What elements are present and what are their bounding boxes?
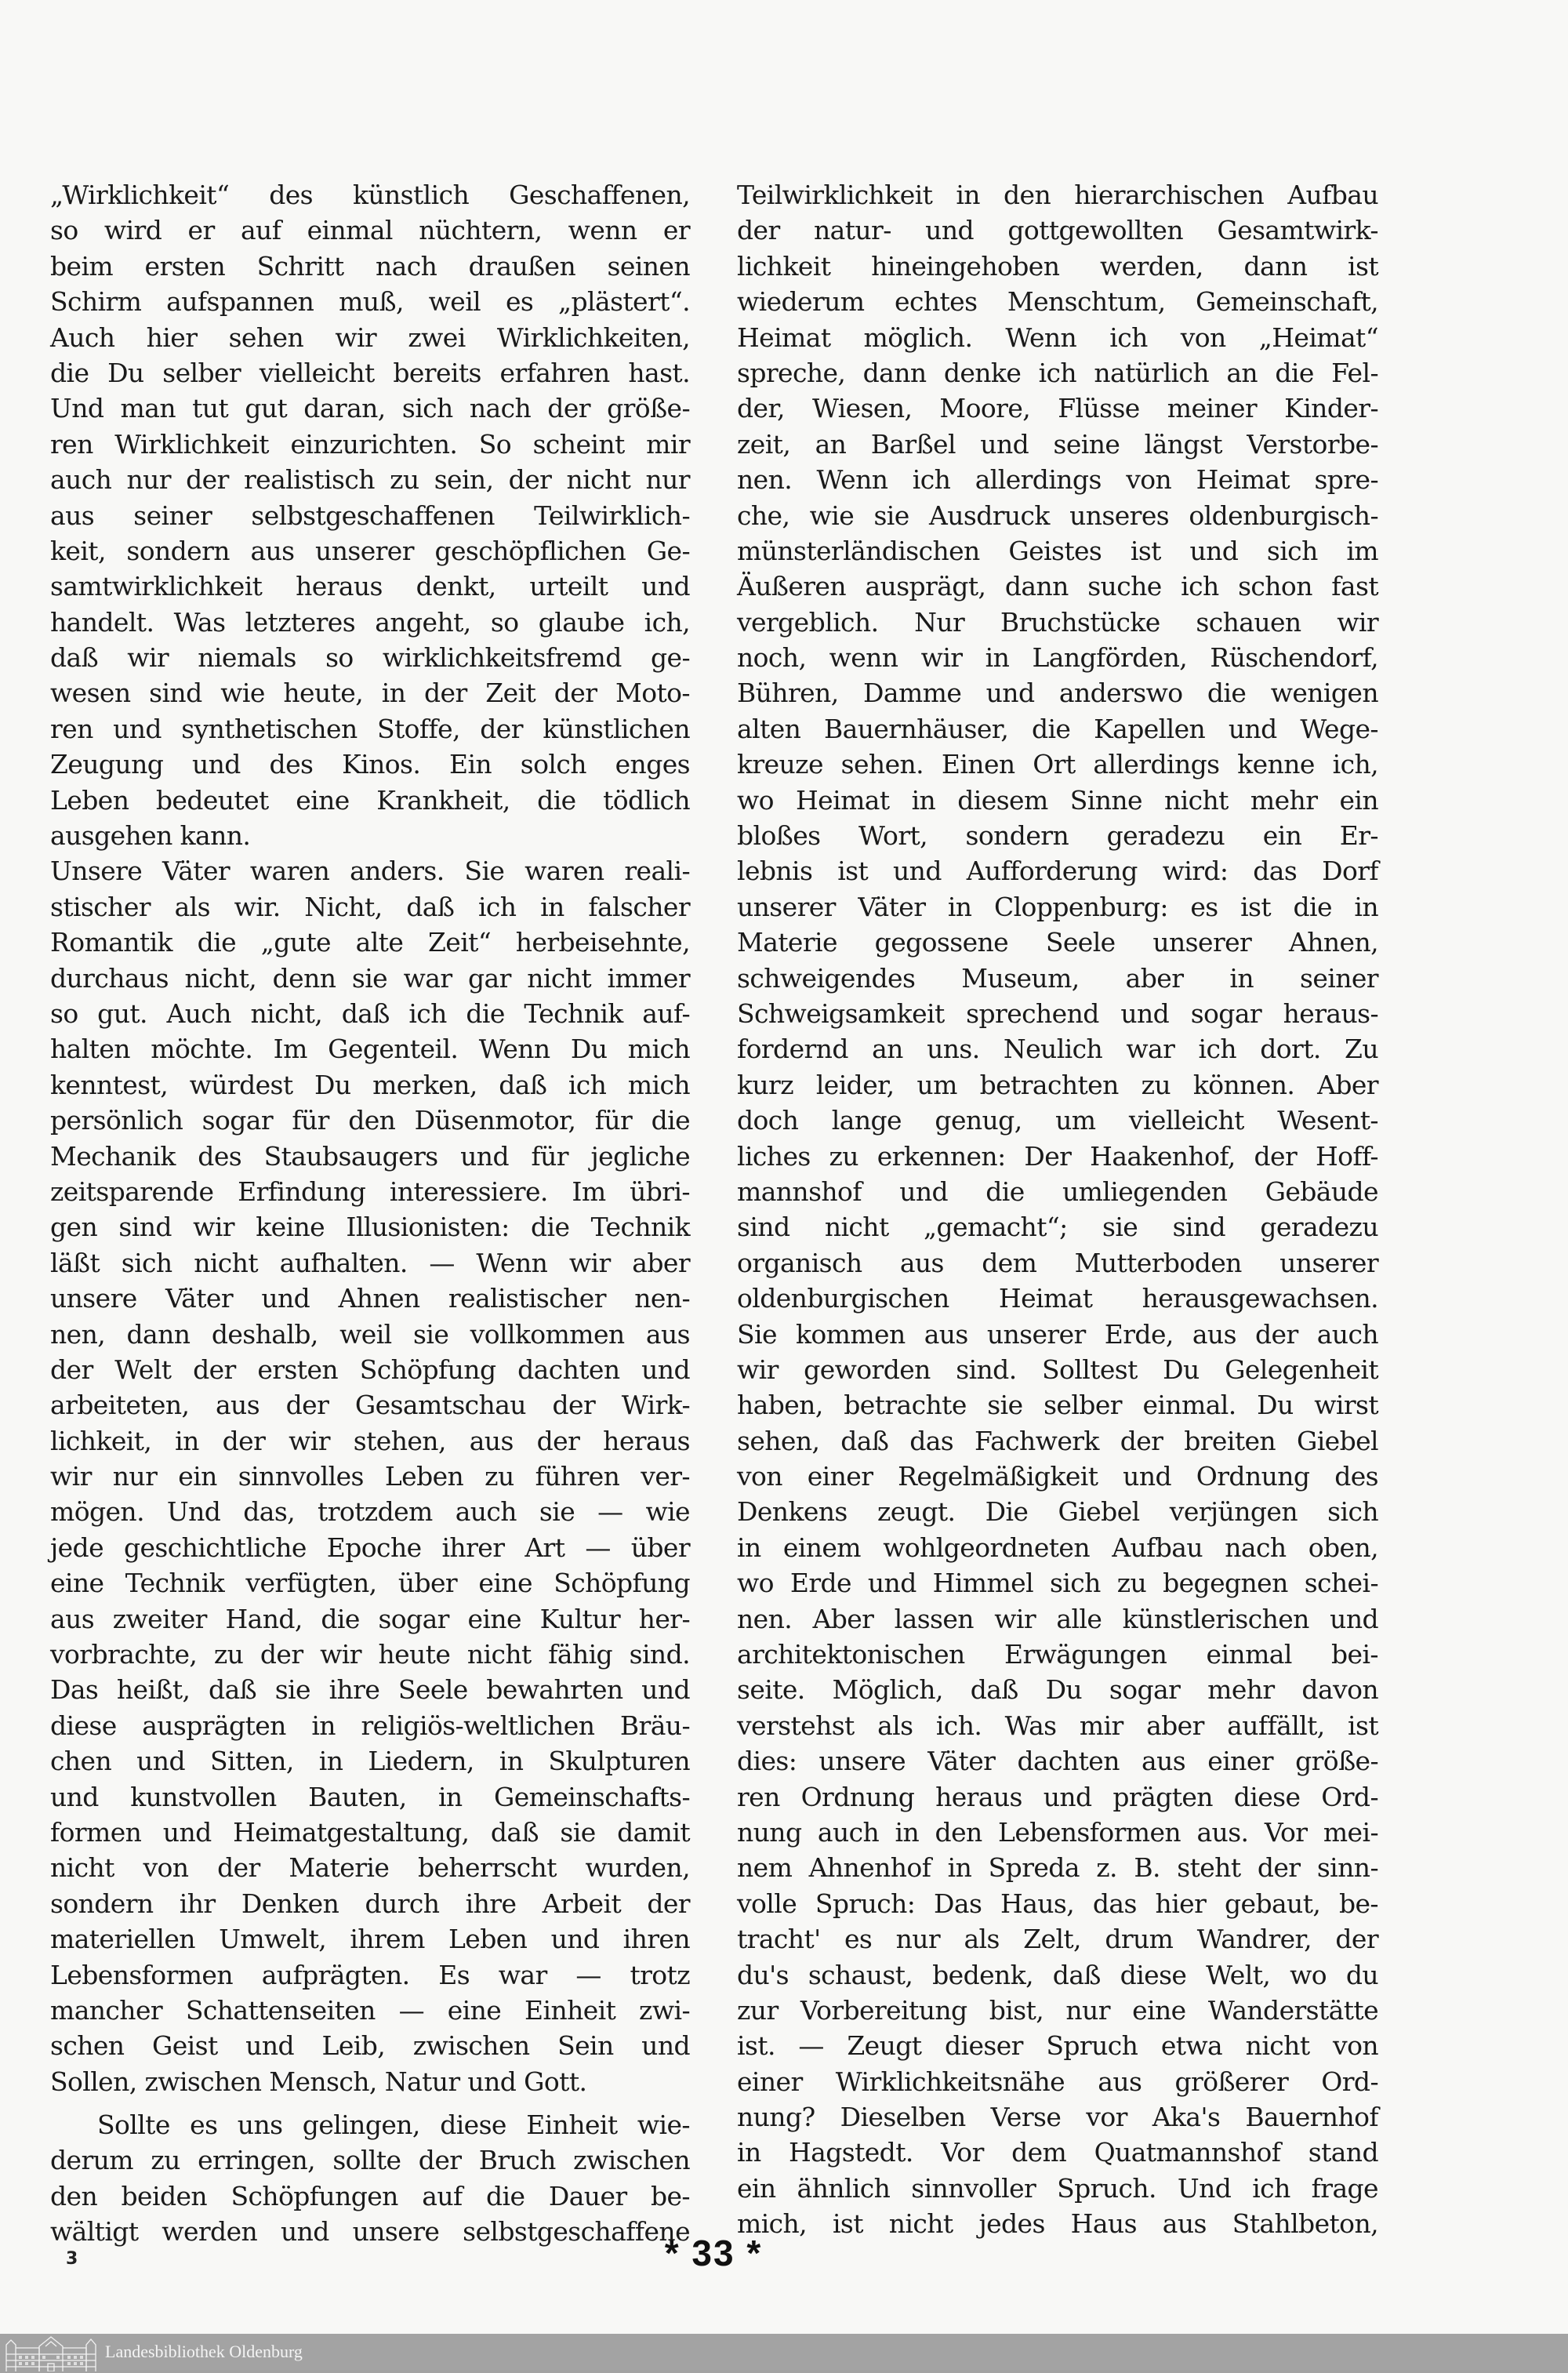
text-line: derum zu erringen, sollte der Bruch zwischen <box>50 2145 690 2176</box>
text-line: wesen sind wie heute, in der Zeit der Moto- <box>50 678 690 709</box>
text-line: in einem wohlgeordneten Aufbau nach oben, <box>737 1532 1378 1563</box>
text-line: doch lange genug, um vielleicht Wesent- <box>737 1105 1378 1136</box>
text-line: zeitsparende Erfindung interessiere. Im übri- <box>50 1176 690 1207</box>
text-line: den beiden Schöpfungen auf die Dauer be- <box>50 2180 690 2211</box>
text-line: der Welt der ersten Schöpfung dachten und <box>50 1354 690 1385</box>
text-line: kreuze sehen. Einen Ort allerdings kenne ich, <box>737 749 1378 780</box>
text-line: lichkeit, in der wir stehen, aus der heraus <box>50 1425 690 1456</box>
text-line: kurz leider, um betrachten zu können. Aber <box>737 1069 1378 1100</box>
text-line: von einer Regelmäßigkeit und Ordnung des <box>737 1461 1378 1492</box>
text-line: ausgehen kann. <box>50 820 251 852</box>
text-line: einer Wirklichkeitsnähe aus größerer Ord- <box>737 2066 1378 2097</box>
text-line: wo Erde und Himmel sich zu begegnen schei- <box>737 1568 1378 1599</box>
text-line: ren und synthetischen Stoffe, der künstlichen <box>50 713 690 744</box>
text-line: unsere Väter und Ahnen realistischer nen- <box>50 1283 690 1314</box>
text-line: schen Geist und Leib, zwischen Sein und <box>50 2030 690 2062</box>
text-column-right <box>737 177 1378 2242</box>
text-line: wir geworden sind. Solltest Du Gelegenheit <box>737 1354 1378 1385</box>
text-column-left <box>50 177 690 2250</box>
text-line: nung? Dieselben Verse vor Aka's Bauernhof <box>737 2102 1378 2133</box>
text-line: spreche, dann denke ich natürlich an die Fel- <box>737 357 1378 388</box>
text-line: handelt. Was letzteres angeht, so glaube ich, <box>50 606 690 638</box>
text-line: vergeblich. Nur Bruchstücke schauen wir <box>737 606 1378 638</box>
text-line: so wird er auf einmal nüchtern, wenn er <box>50 215 690 246</box>
library-building-icon <box>5 2335 97 2371</box>
text-line: Bühren, Damme und anderswo die wenigen <box>737 678 1378 709</box>
text-line: tracht' es nur als Zelt, drum Wandrer, der <box>737 1924 1378 1955</box>
text-line: läßt sich nicht aufhalten. — Wenn wir aber <box>50 1247 690 1278</box>
text-line: materiellen Umwelt, ihrem Leben und ihren <box>50 1924 690 1955</box>
text-line: daß wir niemals so wirklichkeitsfremd ge- <box>50 642 690 674</box>
text-line: wo Heimat in diesem Sinne nicht mehr ein <box>737 784 1378 816</box>
text-line: Teilwirklichkeit in den hierarchischen Aufbau <box>737 180 1378 210</box>
text-line: Und man tut gut daran, sich nach der größe- <box>50 393 690 424</box>
text-line: Sollte es uns gelingen, diese Einheit wie- <box>97 2110 690 2141</box>
text-line: ein ähnlich sinnvoller Spruch. Und ich frage <box>737 2172 1378 2204</box>
text-line: verstehst als ich. Was mir aber auffällt, ist <box>737 1710 1378 1741</box>
text-line: nen. Aber lassen wir alle künstlerischen und <box>737 1603 1378 1634</box>
text-line: Das heißt, daß sie ihre Seele bewahrten und <box>50 1674 690 1706</box>
text-line: schweigendes Museum, aber in seiner <box>737 962 1378 994</box>
text-line: Äußeren ausprägt, dann suche ich schon fast <box>737 571 1378 602</box>
text-line: Zeugung und des Kinos. Ein solch enges <box>50 749 690 780</box>
text-line: so gut. Auch nicht, daß ich die Technik auf- <box>50 998 690 1029</box>
text-line: durchaus nicht, denn sie war gar nicht immer <box>50 962 690 994</box>
text-line: mancher Schattenseiten — eine Einheit zwi- <box>50 1994 690 2026</box>
text-line: keit, sondern aus unserer geschöpflichen Ge- <box>50 535 690 566</box>
text-line: sondern ihr Denken durch ihre Arbeit der <box>50 1888 690 1919</box>
text-line: zur Vorbereitung bist, nur eine Wanderstätte <box>737 1994 1378 2026</box>
text-line: alten Bauernhäuser, die Kapellen und Wege- <box>737 713 1378 744</box>
library-name: Landesbibliothek Oldenburg <box>105 2342 303 2361</box>
text-line: halten möchte. Im Gegenteil. Wenn Du mich <box>50 1034 690 1065</box>
text-line: Materie gegossene Seele unserer Ahnen, <box>737 927 1378 958</box>
text-line: nen. Wenn ich allerdings von Heimat spre- <box>737 464 1378 496</box>
text-line: samtwirklichkeit heraus denkt, urteilt und <box>50 571 690 602</box>
text-line: diese ausprägten in religiös-weltlichen Bräu- <box>50 1710 690 1741</box>
text-line: organisch aus dem Mutterboden unserer <box>737 1247 1378 1278</box>
text-line: Romantik die „gute alte Zeit“ herbeisehnte, <box>50 927 690 958</box>
text-line: Denkens zeugt. Die Giebel verjüngen sich <box>737 1496 1378 1528</box>
text-line: haben, betrachte sie selber einmal. Du wirst <box>737 1390 1378 1421</box>
text-line: architektonischen Erwägungen einmal bei- <box>737 1639 1378 1670</box>
text-line: münsterländischen Geistes ist und sich im <box>737 535 1378 566</box>
text-line: mögen. Und das, trotzdem auch sie — wie <box>50 1496 690 1528</box>
text-line: mich, ist nicht jedes Haus aus Stahlbeton, <box>737 2208 1378 2240</box>
text-line: bloßes Wort, sondern geradezu ein Er- <box>737 820 1378 852</box>
text-line: Sie kommen aus unserer Erde, aus der auch <box>737 1318 1378 1350</box>
text-line: zeit, an Barßel und seine längst Verstorbe- <box>737 428 1378 460</box>
text-line: wiederum echtes Menschtum, Gemeinschaft, <box>737 286 1378 318</box>
text-line: nicht von der Materie beherrscht wurden, <box>50 1852 690 1884</box>
text-line: ist. — Zeugt dieser Spruch etwa nicht von <box>737 2030 1378 2062</box>
text-line: dies: unsere Väter dachten aus einer größe- <box>737 1746 1378 1777</box>
text-line: oldenburgischen Heimat herausgewachsen. <box>737 1283 1378 1314</box>
text-line: beim ersten Schritt nach draußen seinen <box>50 250 690 282</box>
text-line: Heimat möglich. Wenn ich von „Heimat“ <box>737 322 1378 353</box>
text-line: du's schaust, bedenk, daß diese Welt, wo du <box>737 1959 1378 1990</box>
text-line: Lebensformen aufprägten. Es war — trotz <box>50 1959 690 1990</box>
text-line: mannshof und die umliegenden Gebäude <box>737 1176 1378 1207</box>
text-line: Leben bedeutet eine Krankheit, die tödlich <box>50 784 690 816</box>
page-number: * 33 * <box>664 2233 763 2273</box>
text-line: und kunstvollen Bauten, in Gemeinschafts- <box>50 1781 690 1812</box>
text-line: liches zu erkennen: Der Haakenhof, der Hoff- <box>737 1140 1378 1172</box>
text-line: formen und Heimatgestaltung, daß sie damit <box>50 1816 690 1848</box>
text-line: nen, dann deshalb, weil sie vollkommen aus <box>50 1318 690 1350</box>
text-line: lebnis ist und Aufforderung wird: das Dorf <box>737 856 1378 887</box>
text-line: aus seiner selbstgeschaffenen Teilwirklich- <box>50 500 690 531</box>
text-line: nem Ahnenhof in Spreda z. B. steht der sinn- <box>737 1852 1378 1884</box>
text-line: noch, wenn wir in Langförden, Rüschendorf, <box>737 642 1378 674</box>
text-line: wältigt werden und unsere selbstgeschaffene <box>50 2216 690 2248</box>
text-line: jede geschichtliche Epoche ihrer Art — über <box>50 1532 690 1563</box>
text-line: die Du selber vielleicht bereits erfahren hast. <box>50 357 690 388</box>
text-line: unserer Väter in Cloppenburg: es ist die in <box>737 891 1378 922</box>
text-line: in Hagstedt. Vor dem Quatmannshof stand <box>737 2137 1378 2168</box>
text-line: Schirm aufspannen muß, weil es „plästert“. <box>50 286 690 318</box>
text-line: ren Wirklichkeit einzurichten. So scheint mir <box>50 428 690 460</box>
text-line: Mechanik des Staubsaugers und für jegliche <box>50 1140 690 1172</box>
text-line: kenntest, würdest Du merken, daß ich mich <box>50 1069 690 1100</box>
text-line: chen und Sitten, in Liedern, in Skulpturen <box>50 1746 690 1777</box>
text-line: der, Wiesen, Moore, Flüsse meiner Kinder- <box>737 393 1378 424</box>
text-line: fordernd an uns. Neulich war ich dort. Zu <box>737 1034 1378 1065</box>
text-line: lichkeit hineingehoben werden, dann ist <box>737 250 1378 282</box>
text-line: sehen, daß das Fachwerk der breiten Giebel <box>737 1425 1378 1456</box>
text-line: auch nur der realistisch zu sein, der nicht nur <box>50 464 690 496</box>
text-line: Schweigsamkeit sprechend und sogar heraus- <box>737 998 1378 1029</box>
text-line: stischer als wir. Nicht, daß ich in falscher <box>50 891 690 922</box>
text-line: sind nicht „gemacht“; sie sind geradezu <box>737 1212 1378 1243</box>
text-line: che, wie sie Ausdruck unseres oldenburgisch- <box>737 500 1378 531</box>
text-line: „Wirklichkeit“ des künstlich Geschaffenen, <box>50 180 690 210</box>
text-line: ren Ordnung heraus und prägten diese Ord- <box>737 1781 1378 1812</box>
library-footer-band <box>0 2334 1568 2373</box>
text-line: aus zweiter Hand, die sogar eine Kultur her- <box>50 1603 690 1634</box>
text-line: wir nur ein sinnvolles Leben zu führen ver- <box>50 1461 690 1492</box>
text-line: persönlich sogar für den Düsenmotor, für die <box>50 1105 690 1136</box>
text-line: seite. Möglich, daß Du sogar mehr davon <box>737 1674 1378 1706</box>
text-line: gen sind wir keine Illusionisten: die Technik <box>50 1212 690 1243</box>
text-line: nung auch in den Lebensformen aus. Vor mei- <box>737 1816 1378 1848</box>
text-line: arbeiteten, aus der Gesamtschau der Wirk- <box>50 1390 690 1421</box>
signature-marker: 3 <box>66 2249 78 2269</box>
text-line: Auch hier sehen wir zwei Wirklichkeiten, <box>50 322 690 353</box>
text-line: vorbrachte, zu der wir heute nicht fähig sind. <box>50 1639 690 1670</box>
text-line: Unsere Väter waren anders. Sie waren reali- <box>50 856 690 887</box>
text-line: eine Technik verfügten, über eine Schöpfung <box>50 1568 690 1599</box>
text-line: der natur- und gottgewollten Gesamtwirk- <box>737 215 1378 246</box>
text-line: Sollen, zwischen Mensch, Natur und Gott. <box>50 2066 587 2097</box>
text-line: volle Spruch: Das Haus, das hier gebaut, be- <box>737 1888 1378 1919</box>
